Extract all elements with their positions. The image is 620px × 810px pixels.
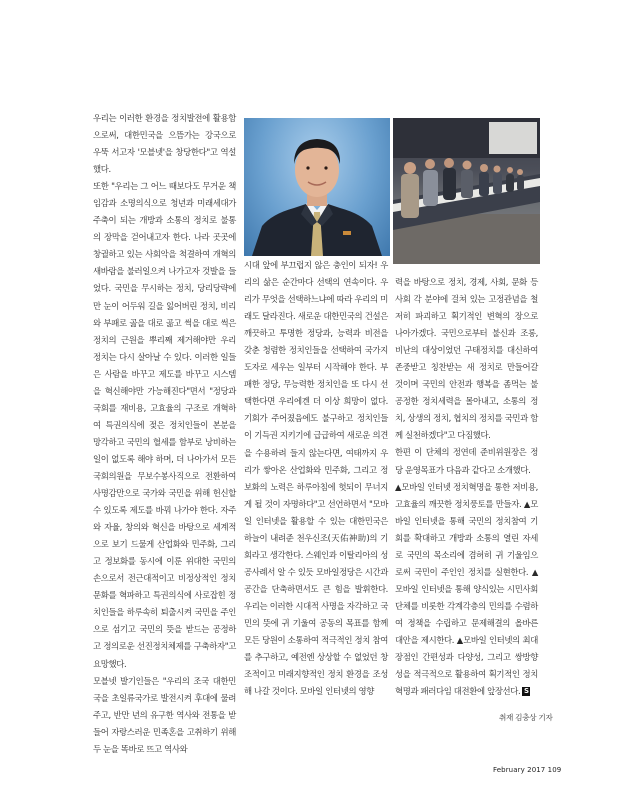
article-column-middle bbox=[244, 257, 388, 700]
end-mark-icon: S bbox=[524, 687, 529, 696]
paragraph: 모블넷 발기인들은 "우리의 조국 대한민국을 초일류국가로 발전시켜 후대에 물려주고, 반만 년의 유구한 역사와 전통을 받들어 자랑스러운 민족혼을 고취하기 위해 두 눈을 똑바로 뜨고 역사와 bbox=[93, 675, 236, 754]
paragraph: 또한 "우리는 그 어느 때보다도 무거운 책임감과 소명의식으로 청년과 미래세대가 주축이 되는 개방과 소통의 정치로 불통의 장막을 걷어내고자 한다. 나라 곳곳에 창궐하고 있는 사회악을 척결하여 개혁의 새바람을 불러일으켜 나가고자 것발을 들었다. 국민을 무시하는 정치, 당리당략에만 눈이 어두워 길을 잃어버린 정치, 비리와 부패로 곪을 대로 곪고 썩을 대로 썩은 정치의 근원을 뿌리째 제거해야만 우리 정치는 다시 살아날 수 있다. 이러한 일들은 사람을 바꾸고 제도를 바꾸고 시스템을 혁신해야만 가능해진다"면서 "정당과 국회를 재비용, 고효율의 구조로 개혁하여 특권의식에 젖은 정치인들이 본분을 망각하고 국민의 혈세를 함부로 낭비하는 일이 없도록 해야 하며, 더 나아가서 모든 국회의원을 무보수봉사직으로 전환하여 사명감만으로 국가와 국민을 위해 헌신할 수 있도록 제도를 바꿔 나가야 한다. 자주와 자율, 창의와 혁신을 바탕으로 세계적으로 보기 드물게 산업화와 민주화, 그리고 정보화를 동시에 이룬 위대한 국민의 손으로서 전근대적이고 비정상적인 정치문화를 혁파하고 특권의식에 사로잡힌 정치인들을 하루속히 퇴출시켜 국민을 주인으로 섬기고 국민의 뜻을 받드는 공정하고 정의로운 선진정치체제를 구축하자"고 요망했다. bbox=[93, 181, 236, 669]
article-column-left bbox=[93, 110, 236, 758]
paragraph: 력을 바탕으로 정치, 경제, 사회, 문화 등 사회 각 분야에 걸쳐 있는 고정관념을 철저히 파괴하고 획기적인 변혁의 장으로 나아가겠다. 국민으로부터 불신과 조롱, 비난의 대상이었던 구태정치를 대신하여 존중받고 칭찬받는 새 정치로 만들어갈 것이며 국민의 안전과 행복을 좀먹는 불공정한 정치세력을 몰아내고, 소통의 정치, 상생의 정치, 협치의 정치를 국민과 함께 실천하겠다"고 다짐했다. bbox=[395, 277, 538, 441]
panel-discussion-photo bbox=[393, 118, 540, 264]
panel-scene-graphic bbox=[393, 118, 540, 264]
page-footer: February 2017 109 bbox=[493, 766, 562, 774]
paragraph: 한편 이 단체의 정연데 준비위원장은 정당 운영목표가 다음과 같다고 소개했다. bbox=[395, 447, 538, 475]
byline: 취재 김충상 기자 bbox=[499, 713, 553, 722]
paragraph: 우리는 이러한 환경을 정치발전에 활용함으로써, 대한민국을 으뜸가는 강국으로 우뚝 서고자 '모블넷'을 창당한다"고 역설했다. bbox=[93, 113, 236, 175]
paragraph bbox=[395, 479, 538, 701]
paragraph-text: ▲모바일 인터넷 정치혁명을 통한 저비용, 고효율의 깨끗한 정치풍토를 만들자. ▲모바일 인터넷을 통해 국민의 정치참여 기회를 확대하고 개방과 소통의 열린 자세로 국민의 목소리에 겸허히 귀 기울임으로써 국민이 주인인 정치를 실현한다. ▲모바일 인터넷을 통해 양식있는 시민사회단체를 비롯한 각계각층의 민의를 수렴하여 정책을 수립하고 문제해결의 올바른 대안을 제시한다. ▲모바일 인터넷의 최대 장점인 간편성과 다양성, 그리고 쌍방향성을 적극적으로 활용하여 획기적인 정치혁명과 패러다임 대전환에 앞장선다. bbox=[395, 481, 538, 697]
paragraph: 시대 앞에 부끄럽지 않은 충인이 되자! 우리의 삶은 순간마다 선택의 연속이다. 우리가 무엇을 선택하느냐에 따라 우리의 미래도 달라진다. 새로운 대한민국의 건설은 깨끗하고 투명한 정당과, 능력과 비전을 갖춘 청렴한 정치인들을 선택하여 국가지도자로 세우는 일부터 시작해야 한다. 부패한 정당, 무능력한 정치인을 또 다시 선택한다면 우리에겐 더 이상 희망이 없다. 기회가 주어졌음에도 불구하고 정치인들이 기득권 지키기에 급급하여 새로운 의견을 수용하려 들지 않는다면, 여태까지 우리가 쌓아온 산업화와 민주화, 그리고 정보화의 노력은 하루아침에 헛되이 무너지게 될 것이 자명하다"고 선언하면서 "모바일 인터넷을 활용할 수 있는 대한민국은 하늘이 내려준 천우신조(天佑神助)의 기회라고 생각한다. 스웨인과 이탈리아의 성공사례서 알 수 있듯 모바일정당은 시간과 공간을 단축하면서도 큰 힘을 발휘한다. 우리는 이러한 시대적 사명을 자각하고 국민의 뜻에 귀 기울여 공동의 목표를 함께 모든 당원이 소통하여 적극적인 정치 참여를 추구하고, 예전엔 상상할 수 없었던 창조적이고 미래지향적인 정치 환경을 조성해 나갈 것이다. 모바일 인터넷의 영향 bbox=[244, 260, 388, 697]
portrait-figure-graphic bbox=[244, 118, 390, 256]
portrait-photo bbox=[244, 118, 390, 256]
article-column-right bbox=[395, 274, 538, 700]
